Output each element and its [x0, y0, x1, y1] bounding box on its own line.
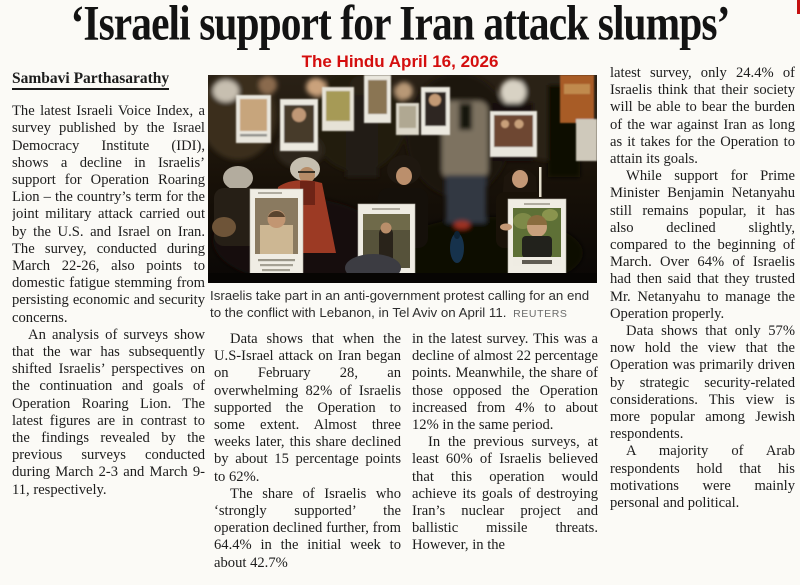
article-paragraph: latest survey, only 24.4% of Israelis think that their society will be able to bear the burden of the war against Iran as long as it takes for the Operation to attain its goals.: [610, 65, 795, 168]
column-3: [412, 331, 598, 585]
article-paragraph: The share of Israelis who ‘strongly supported’ the operation declined further, from 64.4% in the initial week to about 42.7%: [214, 485, 401, 571]
article-paragraph: Data shows that when the U.S-Israel attack on Iran began on February 28, an overwhelming 82% of Israelis supported the Operation to some extent. Almost three weeks later, this share declined by about 15 percentage points to 62%.: [214, 331, 401, 485]
article-paragraph: The latest Israeli Voice Index, a survey published by the Israel Democracy Institute (IDI), shows a decline in Israelis’ support for Operation Roaring Lion – the country’s term for the joint military attack carried out by the U.S. and Israel on Iran. The survey, conducted during March 22-26, also points to domestic fatigue stemming from persisting economic and security concerns.: [12, 103, 205, 326]
article-paragraph: In the previous surveys, at least 60% of Israelis believed that this operation would achieve its goals of destroying Iran’s nuclear project and ballistic missile threats. However, in the: [412, 434, 598, 554]
article-paragraph: While support for Prime Minister Benjamin Netanyahu still remains popular, it has also declined slightly, compared to the beginning of March. Over 64% of Israelis had then said that they trusted Mr. Netanyahu to manage the Operation properly.: [610, 168, 795, 322]
headline: ‘Israeli support for Iran attack slumps’: [70, 0, 730, 51]
protest-photo: [208, 75, 597, 283]
article-paragraph: in the latest survey. This was a decline of almost 22 percentage points. Meanwhile, the share of those opposed the Operation increased from 4% to about 12% in the same period.: [412, 331, 598, 434]
article-paragraph: A majority of Arab respondents hold that his motivations were mainly personal and political.: [610, 443, 795, 512]
column-4: [610, 65, 795, 585]
protest-photo-illustration: [208, 75, 597, 283]
photo-credit: REUTERS: [513, 307, 568, 320]
article-paragraph: An analysis of surveys show that the war has subsequently shifted Israelis’ perspectives on the continuation and goals of Operation Roaring Lion. The latest figures are in contrast to the findings revealed by the previous surveys conducted during March 2-3 and March 9-11, respectively.: [12, 326, 205, 498]
caption-text: Israelis take part in an anti-government protest calling for an end to the conflict with Lebanon, in Tel Aviv on April 11.: [210, 288, 590, 320]
article-paragraph: Data shows that only 57% now hold the view that the Operation was primarily driven by strategic security-related considerations. This view is more popular among Jewish respondents.: [610, 323, 795, 443]
date-overlay: The Hindu April 16, 2026: [301, 52, 499, 71]
photo-caption: [210, 288, 595, 322]
byline: Sambavi Parthasarathy: [12, 70, 169, 90]
column-1: [12, 70, 205, 585]
column-2: [214, 331, 401, 585]
